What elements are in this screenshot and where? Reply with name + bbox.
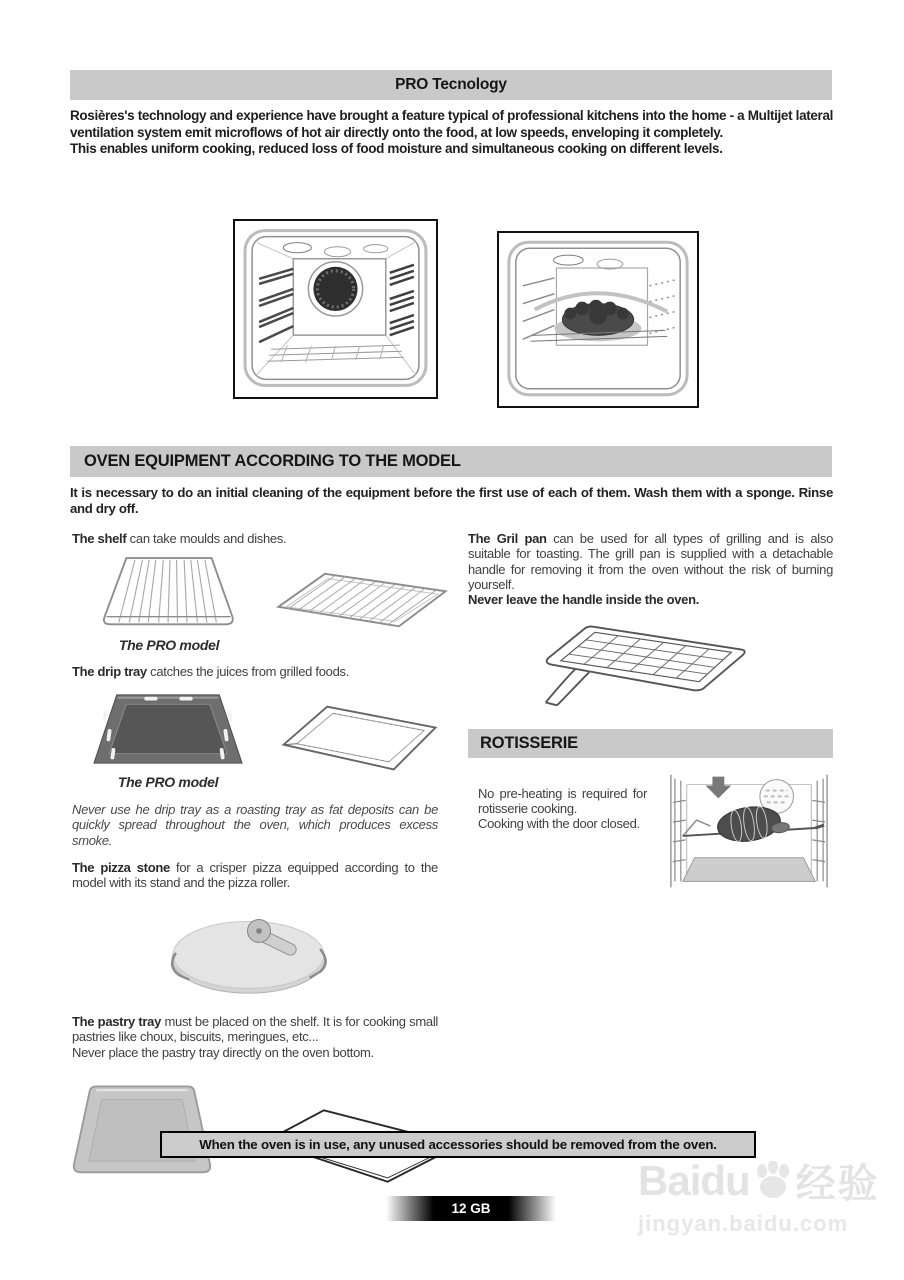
watermark-domain: jingyan.baidu.com	[638, 1211, 849, 1236]
shelf-lead: The shelf	[72, 531, 127, 546]
drip-tray-pro-figure	[92, 685, 244, 790]
pizza-stone-desc: for a crisper pizza equipped according to the model with its stand and the pizza roller.	[72, 860, 438, 891]
pastry-tray-text	[72, 1014, 438, 1045]
gril-pan-warning: Never leave the handle inside the oven.	[468, 592, 700, 608]
pizza-stone-lead: The pizza stone	[72, 860, 170, 876]
shelf-pro-caption: The PRO model	[118, 637, 220, 654]
rotisserie-line2: Cooking with the door closed.	[478, 816, 640, 832]
intro-paragraph-2: This enables uniform cooking, reduced loss of food moisture and simultaneous cooking on different levels.	[70, 141, 723, 156]
drip-tray-standard-illustration	[280, 701, 440, 777]
drip-tray-desc: catches the juices from grilled foods.	[146, 663, 350, 679]
gril-pan-desc: can be used for all types of grilling and is also suitable for toasting. The grill pan is supplied with a detachable handle for removing it from the oven without the risk of burning yourself.	[468, 531, 833, 592]
rotisserie-illustration	[665, 770, 833, 892]
baidu-watermark	[638, 1152, 900, 1237]
shelf-pro-figure	[98, 552, 240, 653]
drip-tray-standard-figure	[280, 701, 440, 777]
rotisserie-line1: No pre-heating is required for rotisserie cooking.	[478, 785, 647, 817]
oven-multijet-illustration	[233, 219, 438, 399]
watermark-brand: Baidu	[638, 1156, 750, 1204]
drip-tray-text	[72, 664, 438, 679]
oven-cooking-illustration	[497, 231, 699, 408]
drip-tray-lead: The drip tray	[72, 663, 147, 679]
shelf-text	[72, 531, 438, 546]
page-title: PRO Tecnology	[70, 70, 832, 100]
drip-tray-pro-caption: The PRO model	[117, 773, 219, 790]
grill-pan-figure	[536, 621, 833, 714]
pastry-tray-solid-illustration	[72, 1078, 212, 1178]
pizza-stone-text	[72, 860, 438, 891]
drip-tray-note: Never use he drip tray as a roasting tray as fat deposits can be quickly spread throughout the oven, which produces excess smoke.	[72, 802, 438, 848]
rotisserie-figure	[665, 770, 833, 895]
right-column	[468, 531, 833, 895]
pastry-tray-text2: Never place the pastry tray directly on the oven bottom.	[72, 1044, 374, 1060]
pizza-stone-illustration	[164, 909, 332, 995]
pastry-tray-desc: must be placed on the shelf. It is for cooking small pastries like choux, biscuits, meringues, etc...	[72, 1013, 438, 1045]
rotisserie-row	[468, 780, 833, 895]
pastry-tray-solid-figure	[72, 1078, 212, 1178]
oven-food-drawing	[499, 233, 697, 406]
drip-tray-pro-illustration	[92, 685, 244, 773]
pizza-stone-figure	[164, 909, 438, 998]
oven-empty-drawing	[235, 221, 436, 397]
rotisserie-section-title: ROTISSERIE	[468, 729, 833, 758]
gril-pan-lead: The Gril pan	[468, 531, 547, 546]
footer-warning: When the oven is in use, any unused accessories should be removed from the oven.	[160, 1131, 756, 1158]
shelf-pro-illustration	[98, 552, 240, 636]
shelf-standard-illustration	[272, 566, 452, 636]
shelf-standard-figure	[272, 566, 452, 636]
pastry-tray-lead: The pastry tray	[72, 1013, 162, 1029]
watermark-chinese: 经验	[795, 1162, 880, 1206]
equipment-section-title: OVEN EQUIPMENT ACCORDING TO THE MODEL	[70, 446, 832, 477]
gril-pan-text	[468, 531, 833, 607]
equipment-intro: It is necessary to do an initial cleaning of the equipment before the first use of each of them. Wash them with a sponge. Rinse and dry off.	[70, 485, 833, 516]
rotisserie-text	[468, 780, 647, 895]
baidu-paw-icon	[752, 1161, 794, 1201]
grill-pan-illustration	[536, 621, 758, 711]
intro-paragraph-1: Rosières's technology and experience have brought a feature typical of professional kitchens into the home - a Multijet lateral ventilation system emit microflows of hot air directly onto the food, at low speeds, enveloping it completely.	[70, 108, 833, 140]
left-column	[72, 531, 438, 1186]
page-number-badge: 12 GB	[386, 1196, 556, 1221]
intro-text	[70, 108, 833, 158]
shelf-desc: can take moulds and dishes.	[126, 531, 287, 546]
